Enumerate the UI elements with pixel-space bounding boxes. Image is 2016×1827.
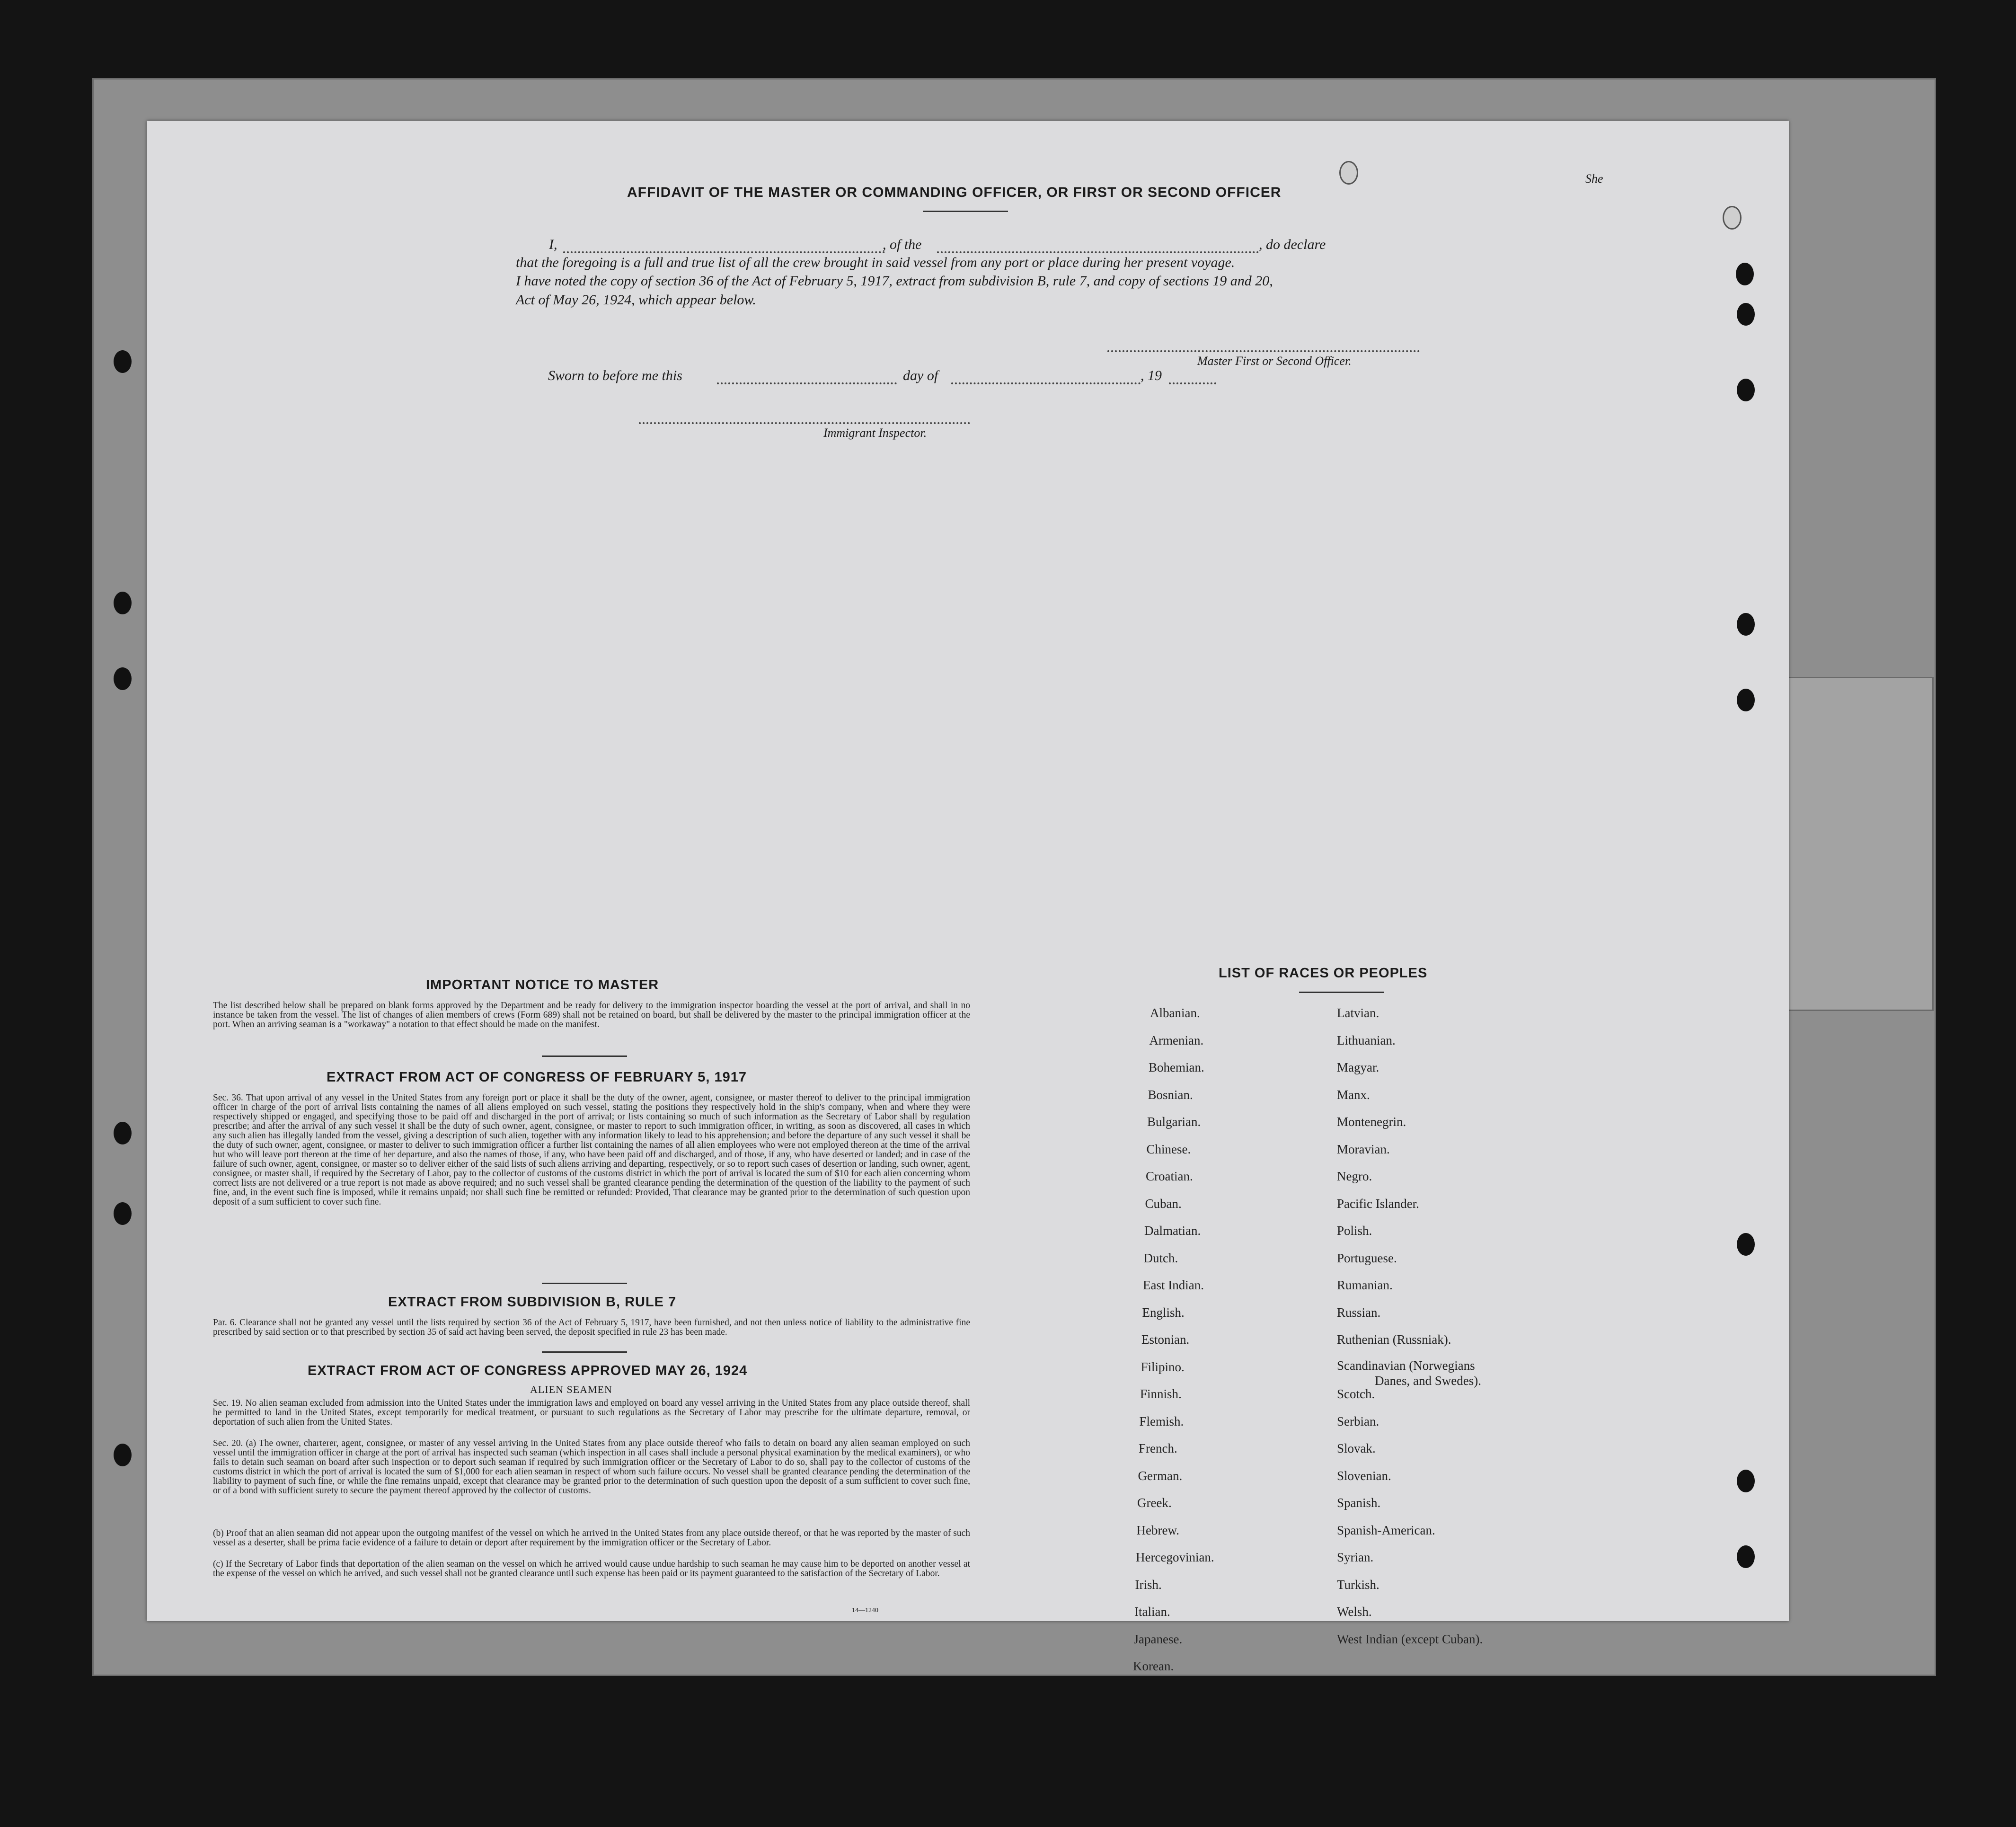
- affidavit-line-3: Act of May 26, 1924, which appear below.: [516, 292, 756, 308]
- race-item: Estonian.: [1141, 1332, 1190, 1347]
- race-item: East Indian.: [1143, 1278, 1204, 1292]
- divider: [542, 1055, 627, 1057]
- rule7-body: Par. 6. Clearance shall not be granted any vessel until the lists required by section 36 of the Act of February 5, 1917, have been furnished, and not then unless notice of liability to the administrative fine prescribed by said section or to that prescribed by section 35 of said act having been served, the deposit specified in rule 23 has been made.: [213, 1318, 970, 1337]
- race-item: Cuban.: [1145, 1196, 1182, 1211]
- binder-hole: [114, 1122, 132, 1144]
- race-item: Japanese.: [1133, 1632, 1183, 1646]
- binder-hole: [1737, 689, 1755, 711]
- race-item: Dalmatian.: [1144, 1224, 1201, 1238]
- race-item: Finnish.: [1140, 1387, 1182, 1401]
- race-item: Bosnian.: [1148, 1087, 1193, 1102]
- binder-hole: [114, 667, 132, 690]
- notice-body: The list described below shall be prepared on blank forms approved by the Department and be ready for delivery to the immigration inspector boarding the vessel at the port of arrival, and shall in no instance be taken from the vessel. The list of changes of alien members of crews (Form 689) shall not be retained on board, but shall be delivered by the master to the principal immigration officer at the port. When an arriving seaman is a "workaway" a notation to that effect should be made on the manifest.: [213, 1001, 970, 1029]
- sworn-year-field[interactable]: [1169, 382, 1216, 384]
- declare-label: , do declare: [1259, 237, 1326, 252]
- binder-hole: [1737, 1545, 1755, 1568]
- divider: [1299, 992, 1384, 993]
- binder-hole: [114, 592, 132, 614]
- sec19-body: Sec. 19. No alien seaman excluded from admission into the United States under the immigration laws and employed on board any vessel arriving in the United States from any place outside thereof, shall be permitted to land in the United States, except temporarily for medical treatment, or pursuant to such regulations as the Secretary of Labor may prescribe for the ultimate departure, removal, or deportation of such alien from the United States.: [213, 1398, 970, 1427]
- race-item: Korean.: [1133, 1659, 1174, 1673]
- race-item: Spanish-American.: [1337, 1523, 1435, 1537]
- binder-hole: [1737, 613, 1755, 636]
- sec20b-body: (b) Proof that an alien seaman did not appear upon the outgoing manifest of the vessel on which he arrived in the United States from any place outside thereof, or that he was reported by the master of such vessel as a deserter, shall be prima facie evidence of a failure to detain or deport after requirement by the immigration officer or the Secretary of Labor.: [213, 1528, 970, 1548]
- race-item: Filipino.: [1141, 1359, 1185, 1374]
- extract-1917-title: EXTRACT FROM ACT OF CONGRESS OF FEBRUARY 5, 1917: [327, 1070, 747, 1085]
- day-of-label: day of: [903, 368, 938, 383]
- race-item: Bohemian.: [1149, 1060, 1204, 1074]
- race-item: Bulgarian.: [1147, 1115, 1201, 1129]
- race-item: Dutch.: [1143, 1251, 1178, 1265]
- race-item: Slovak.: [1337, 1441, 1376, 1455]
- race-item: Syrian.: [1337, 1550, 1374, 1564]
- race-item: English.: [1142, 1305, 1185, 1320]
- vessel-label: , of the: [883, 237, 922, 252]
- divider: [542, 1283, 627, 1284]
- race-item: Russian.: [1337, 1305, 1381, 1320]
- binder-hole: [114, 350, 132, 373]
- race-item: Ruthenian (Russniak).: [1337, 1332, 1451, 1347]
- inspector-label: Immigrant Inspector.: [823, 426, 927, 440]
- sec20c-body: (c) If the Secretary of Labor finds that deportation of the alien seaman on the vessel on which he arrived would cause undue hardship to such seaman he may cause him to be deported on another vessel at the expense of the vessel on which he arrived, and such vessel shall not be granted clearance until such expense has been paid or its payment guaranteed to the satisfaction of the Secretary of Labor.: [213, 1559, 970, 1579]
- race-item: Lithuanian.: [1337, 1033, 1396, 1047]
- extract-1917-body: Sec. 36. That upon arrival of any vessel in the United States from any foreign port or place it shall be the duty of the owner, agent, consignee, or master thereof to deliver to the principal immigration officer in charge of the port of arrival lists containing the names of all aliens employed on such vessel, stating the positions they respectively hold in the ship's company, when and where they were respectively shipped or engaged, and specifying those to be paid off and discharged in the port of arrival; or lists containing so much of such information as the Secretary of Labor shall by regulation prescribe; and after the arrival of any such vessel it shall be the duty of such owner, agent, consignee, or master to report to such immigration officer, in writing, as soon as discovered, all cases in which any such alien has illegally landed from the vessel, giving a description of such alien, together with any information likely to lead to his apprehension; and before the departure of any such vessel it shall be the duty of such owner, agent, consignee, or master to deliver to such immigration officer a further list containing the names of all alien employees who were not employed thereon at the time of the arrival but who will leave port thereon at the time of her departure, and also the names of those, if any, who have been paid off and discharged, and of those, if any, who have deserted or landed; and in case of the failure of such owner, agent, consignee, or master so to deliver either of the said lists of such aliens arriving and departing, respectively, or so to report such cases of desertion or landing, such owner, agent, consignee, or master shall, if required by the Secretary of Labor, pay to the collector of customs of the customs district in which the port of arrival is located the sum of $10 for each alien concerning whom correct lists are not delivered or a true report is not made as above required; and no such vessel shall be granted clearance pending the determination of the question of the liability to the payment of such fine, and, in the event such fine is imposed, while it remains unpaid; nor shall such fine be remitted or refunded: Provided, That clearance may be granted prior to the determination of such question upon deposit of a sum sufficient to cover such fine.: [213, 1093, 970, 1207]
- race-item: Albanian.: [1150, 1006, 1200, 1020]
- affidavit-title: AFFIDAVIT OF THE MASTER OR COMMANDING OFFICER, OR FIRST OR SECOND OFFICER: [627, 185, 1282, 200]
- race-item: Italian.: [1134, 1605, 1170, 1619]
- race-item: Latvian.: [1337, 1006, 1379, 1020]
- sworn-month-field[interactable]: [951, 382, 1141, 384]
- race-item: Pacific Islander.: [1337, 1196, 1419, 1211]
- notice-title: IMPORTANT NOTICE TO MASTER: [426, 977, 659, 993]
- race-item: Danes, and Swedes).: [1375, 1373, 1481, 1388]
- divider: [923, 211, 1008, 212]
- sec20a-body: Sec. 20. (a) The owner, charterer, agent, consignee, or master of any vessel arriving in the United States from any place outside thereof who fails to detain on board any alien seaman employed on such vessel until the immigration officer in charge at the port of arrival has inspected such seaman (which inspection in all cases shall include a personal physical examination by the medical examiners), or who fails to detain such seaman on board after such inspection or to deport such seaman if required by such immigration officer or the Secretary of Labor to do so, shall pay to the collector of customs of the customs district in which the port of arrival is located the sum of $1,000 for each alien seaman in respect of whom such failure occurs. No vessel shall be granted clearance pending the determination of the liability to payment of such fine, or while the fine remains unpaid, except that clearance may be granted prior to the determination of such question upon the deposit of a sum sufficient to cover such fine, or of a bond with sufficient surety to secure the payment thereof approved by the collector of customs.: [213, 1438, 970, 1496]
- binder-hole: [1737, 303, 1755, 326]
- affidavit-line-1: that the foregoing is a full and true list of all the crew brought in said vessel from any port or place during her present voyage.: [516, 255, 1235, 270]
- race-item: Welsh.: [1337, 1605, 1372, 1619]
- binder-hole: [114, 1202, 132, 1225]
- race-item: German.: [1138, 1468, 1183, 1483]
- alien-seamen-subtitle: ALIEN SEAMEN: [530, 1384, 612, 1395]
- divider: [542, 1351, 627, 1353]
- race-item: Portuguese.: [1337, 1251, 1397, 1265]
- race-item: Hebrew.: [1136, 1523, 1179, 1537]
- binder-hole: [1737, 1470, 1755, 1492]
- race-item: Greek.: [1137, 1496, 1172, 1510]
- inspector-signature-field[interactable]: [639, 422, 970, 424]
- race-item: Croatian.: [1146, 1169, 1193, 1183]
- race-item: Rumanian.: [1337, 1278, 1393, 1292]
- race-item: French.: [1139, 1441, 1177, 1455]
- binder-hole: [1723, 206, 1742, 230]
- master-signature-label: Master First or Second Officer.: [1197, 354, 1352, 368]
- race-item: Magyar.: [1337, 1060, 1379, 1074]
- race-item: Chinese.: [1146, 1142, 1191, 1156]
- rule7-title: EXTRACT FROM SUBDIVISION B, RULE 7: [388, 1295, 677, 1310]
- binder-hole: [1737, 379, 1755, 401]
- declarant-name-field[interactable]: [563, 251, 885, 253]
- race-item: West Indian (except Cuban).: [1337, 1632, 1483, 1646]
- sworn-day-field[interactable]: [717, 382, 897, 384]
- race-item: Flemish.: [1139, 1414, 1184, 1428]
- sworn-label: Sworn to before me this: [548, 368, 682, 383]
- race-item: Scotch.: [1337, 1387, 1375, 1401]
- declarant-label: I,: [549, 237, 557, 252]
- corner-mark: She: [1585, 172, 1603, 186]
- race-item: Armenian.: [1149, 1033, 1204, 1047]
- form-number: 14—1240: [852, 1607, 878, 1614]
- race-item: Serbian.: [1337, 1414, 1379, 1428]
- race-item: Turkish.: [1337, 1577, 1379, 1592]
- race-item: Scandinavian (Norwegians: [1337, 1358, 1475, 1373]
- backing-sheet-tab: [1775, 677, 1934, 1011]
- race-item: Irish.: [1135, 1577, 1162, 1592]
- race-item: Montenegrin.: [1337, 1115, 1406, 1129]
- vessel-name-field[interactable]: [937, 251, 1259, 253]
- race-item: Spanish.: [1337, 1496, 1381, 1510]
- race-item: Polish.: [1337, 1224, 1372, 1238]
- races-title: LIST OF RACES OR PEOPLES: [1219, 966, 1428, 981]
- form-page: [147, 121, 1789, 1673]
- race-item: Negro.: [1337, 1169, 1372, 1183]
- year-label: , 19: [1141, 368, 1162, 383]
- race-item: Moravian.: [1337, 1142, 1390, 1156]
- race-item: Hercegovinian.: [1136, 1550, 1214, 1564]
- binder-hole: [1737, 1233, 1755, 1256]
- binder-hole: [1339, 161, 1358, 185]
- binder-hole: [114, 1444, 132, 1466]
- master-signature-field[interactable]: [1107, 350, 1420, 352]
- affidavit-line-2: I have noted the copy of section 36 of the Act of February 5, 1917, extract from subdivision B, rule 7, and copy of sections 19 and 20,: [516, 273, 1273, 289]
- binder-hole: [1736, 263, 1754, 285]
- race-item: Slovenian.: [1337, 1468, 1391, 1483]
- race-item: Manx.: [1337, 1087, 1370, 1102]
- extract-1924-title: EXTRACT FROM ACT OF CONGRESS APPROVED MAY 26, 1924: [308, 1363, 748, 1378]
